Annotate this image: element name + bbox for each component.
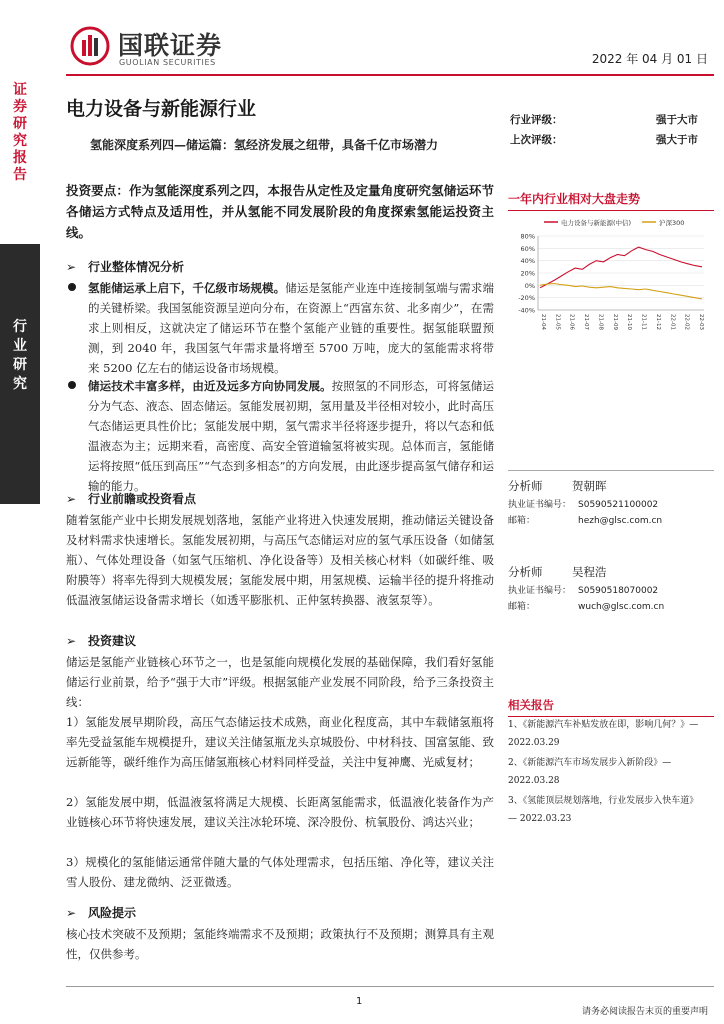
industry-title: 电力设备与新能源行业 bbox=[66, 98, 257, 120]
arrow-marker-icon: ➢ bbox=[66, 260, 77, 274]
section-overview: ➢ 行业整体情况分析 bbox=[66, 260, 185, 274]
y-tick-label: 80% bbox=[520, 232, 535, 241]
analyst-license-row: 执业证书编号： S0590521100002 bbox=[508, 500, 659, 510]
x-tick-label: 21-04 bbox=[540, 314, 546, 330]
related-report-date: — 2022.03.23 bbox=[508, 814, 572, 824]
related-report-text: 1、《新能源汽车补贴发放在即，影响几何？》— bbox=[508, 720, 699, 730]
x-tick-label: 21-05 bbox=[554, 314, 561, 330]
bullet-storage-market bbox=[66, 278, 494, 378]
x-tick-label: 21-11 bbox=[640, 314, 647, 330]
bullet-dot-icon bbox=[68, 381, 76, 389]
analyst-card bbox=[508, 478, 714, 526]
disclaimer-note: 请务必阅读报告末页的重要声明 bbox=[581, 1007, 708, 1017]
analyst-email-row: 邮箱： wuch@glsc.com.cn bbox=[508, 602, 665, 612]
x-tick-label: 21-10 bbox=[626, 314, 633, 330]
bullet-heading: 氢能储运承上启下，千亿级市场规模。 bbox=[88, 281, 286, 295]
risk-paragraph: 核心技术突破不及预期；氢能终端需求不及预期；政策执行不及预期；测算具有主观性，仅供参考。 bbox=[66, 927, 494, 961]
x-tick-label: 22-03 bbox=[698, 314, 704, 330]
related-report-date: 2022.03.29 bbox=[508, 738, 560, 748]
analyst-name: 贺朝晖 bbox=[572, 479, 607, 493]
chart-svg bbox=[508, 214, 714, 340]
bullet-storage-tech bbox=[66, 376, 494, 496]
forward-paragraph: 随着氢能产业中长期发展规划落地，氢能产业将进入快速发展期，推动储运关键设备及材料需求快速增长。氢能发展初期，与高压气态储运对应的氢气承压设备（如储氢瓶）、气体处理设备（如氢气压缩机、净化设备等）及相关核心材料（如碳纤维、吸附膜等）将率先得到大规模发展；氢能发展中期，用氢规模、运输半径的提升将推动低温液氢储运设备需求增长（如透平膨胀机、正仲氢转换器、液氢泵等）。 bbox=[66, 513, 494, 607]
analyst-divider bbox=[508, 470, 714, 471]
analyst-license-row: 执业证书编号： S0590518070002 bbox=[508, 586, 659, 596]
series-line bbox=[540, 247, 702, 288]
investment-summary: 投资要点：作为氢能深度系列之四，本报告从定性及定量角度研究氢储运环节各储运方式特点及适用性，并从氢能不同发展阶段的角度探索氢能运投资主线。 bbox=[66, 183, 494, 240]
y-tick-label: 20% bbox=[520, 269, 535, 278]
bullet-text: 储运是氢能产业连中连接制氢端与需求端的关键桥梁。我国氢能资源呈逆向分布，在资源上“西富东贫、北多南少”，在需求上则相反，这就决定了储运环节在整个氢能产业链的重要性。据氢能联盟预测，到 2040 年，我国氢气年需求量将增至 5700 万吨，庞大的氢能需求将带来 5200 亿左右的储运设备市场规模。 bbox=[88, 281, 494, 375]
y-tick-label: -20% bbox=[518, 294, 535, 303]
rating-label: 行业评级： bbox=[510, 114, 563, 126]
relative-performance-chart bbox=[508, 214, 714, 340]
legend-label: 沪深300 bbox=[659, 219, 685, 227]
guolian-logo-icon bbox=[70, 26, 110, 66]
x-tick-label: 22-01 bbox=[669, 314, 676, 330]
main-column bbox=[66, 180, 494, 980]
analyst-license: S0590521100002 bbox=[578, 500, 659, 510]
sidebar-report-type bbox=[0, 70, 40, 240]
rating-label: 上次评级： bbox=[510, 134, 563, 146]
analyst-name-row bbox=[508, 564, 714, 580]
section-risk: ➢ 风险提示 bbox=[66, 906, 137, 920]
arrow-marker-icon: ➢ bbox=[66, 906, 77, 920]
analyst-title: 分析师 bbox=[508, 565, 543, 579]
related-report-item[interactable] bbox=[508, 716, 714, 752]
y-tick-label: 60% bbox=[520, 244, 535, 253]
related-report-date: 2022.03.28 bbox=[508, 776, 560, 786]
analyst-card bbox=[508, 564, 714, 612]
advice-paragraph: 储运是氢能产业链核心环节之一，也是氢能向规模化发展的基础保障，我们看好氢能储运行业前景，给予“强于大市”评级。根据氢能产业发展不同阶段，给予三条投资主线： bbox=[66, 655, 494, 709]
y-tick-label: 40% bbox=[520, 257, 535, 266]
bullet-dot-icon bbox=[68, 283, 76, 291]
related-report-text: 3、《氢能顶层规划落地，行业发展步入快车道》 bbox=[508, 796, 699, 806]
bullet-heading: 储运技术丰富多样，由近及远多方向协同发展。 bbox=[88, 379, 332, 393]
rating-value: 强于大市 bbox=[656, 114, 698, 126]
x-tick-label: 21-06 bbox=[568, 314, 575, 330]
advice-line-1: 1）氢能发展早期阶段，高压气态储运技术成熟，商业化程度高，其中车载储氢瓶将率先受益氢能车规模提升，建议关注储氢瓶龙头京城股份、中材科技、国富氢能、致远新能等，碳纤维作为高压储氢瓶核心材料同样受益，关注中复神鹰、光威复材； bbox=[66, 715, 494, 769]
related-report-item[interactable] bbox=[508, 754, 714, 790]
sidebar-research-type bbox=[0, 244, 40, 504]
page-number: 1 bbox=[356, 996, 363, 1007]
y-tick-label: 0% bbox=[524, 281, 535, 290]
report-date: 2022 年 04 月 01 日 bbox=[591, 52, 708, 66]
analyst-name: 吴程浩 bbox=[572, 565, 607, 579]
chart-title: 一年内行业相对大盘走势 bbox=[508, 190, 714, 211]
legend-label: 电力设备与新能源(中信) bbox=[561, 219, 632, 227]
section-advice: ➢ 投资建议 bbox=[66, 634, 137, 648]
x-tick-label: 21-07 bbox=[583, 314, 590, 330]
x-tick-label: 21-12 bbox=[654, 314, 661, 330]
arrow-marker-icon: ➢ bbox=[66, 634, 77, 648]
analyst-title: 分析师 bbox=[508, 479, 543, 493]
footer-divider bbox=[66, 986, 714, 987]
x-tick-label: 21-08 bbox=[597, 314, 604, 330]
sidebar-top-label: 证券研究报告 bbox=[13, 82, 27, 183]
related-report-item[interactable] bbox=[508, 792, 714, 828]
x-tick-label: 22-02 bbox=[683, 314, 690, 330]
analyst-name-row bbox=[508, 478, 714, 494]
y-tick-label: -40% bbox=[518, 306, 535, 315]
series-line bbox=[540, 284, 702, 299]
sidebar-bottom-label: 行业研究 bbox=[13, 319, 27, 392]
report-subtitle: 氢能深度系列四—储运篇：氢经济发展之纽带，具备千亿市场潜力 bbox=[90, 138, 439, 152]
advice-line-2: 2）氢能发展中期，低温液氢将满足大规模、长距离氢能需求，低温液化装备作为产业链核心环节将快速发展，建议关注冰轮环境、深冷股份、杭氧股份、鸿达兴业； bbox=[66, 795, 494, 829]
analyst-license: S0590518070002 bbox=[578, 586, 659, 596]
section-forward: ➢ 行业前瞻或投资看点 bbox=[66, 492, 197, 506]
related-report-text: 2、《新能源汽车市场发展步入新阶段》— bbox=[508, 758, 672, 768]
analyst-email-row: 邮箱： hezh@glsc.com.cn bbox=[508, 516, 663, 526]
x-tick-label: 21-09 bbox=[611, 314, 618, 330]
rating-value: 强大于市 bbox=[656, 134, 698, 146]
bullet-text: 按照氢的不同形态，可将氢储运分为气态、液态、固态储运。氢能发展初期，氢用量及半径相对较小，此时高压气态储运更具性价比；氢能发展中期，氢气需求半径将逐步提升，将以气态和低温液态为主；远期来看，高密度、高安全管道输氢将被实现。总体而言，氢能储运将按照“低压到高压”“气态到多相态”的方向发展，由此逐步提高氢气储存和运输的能力。 bbox=[88, 379, 495, 493]
arrow-marker-icon: ➢ bbox=[66, 492, 77, 506]
company-name-en: GUOLIAN SECURITIES bbox=[119, 58, 216, 67]
analyst-email[interactable]: hezh@glsc.com.cn bbox=[578, 516, 663, 526]
company-name-cn: 国联证券 bbox=[118, 31, 223, 60]
analyst-email[interactable]: wuch@glsc.com.cn bbox=[578, 602, 665, 612]
company-logo bbox=[70, 24, 270, 72]
related-reports-title: 相关报告 bbox=[508, 697, 714, 717]
advice-line-3: 3）规模化的氢能储运通常伴随大量的气体处理需求，包括压缩、净化等，建议关注雪人股份、建龙微纳、泛亚微透。 bbox=[66, 855, 494, 889]
header-divider bbox=[66, 74, 714, 76]
